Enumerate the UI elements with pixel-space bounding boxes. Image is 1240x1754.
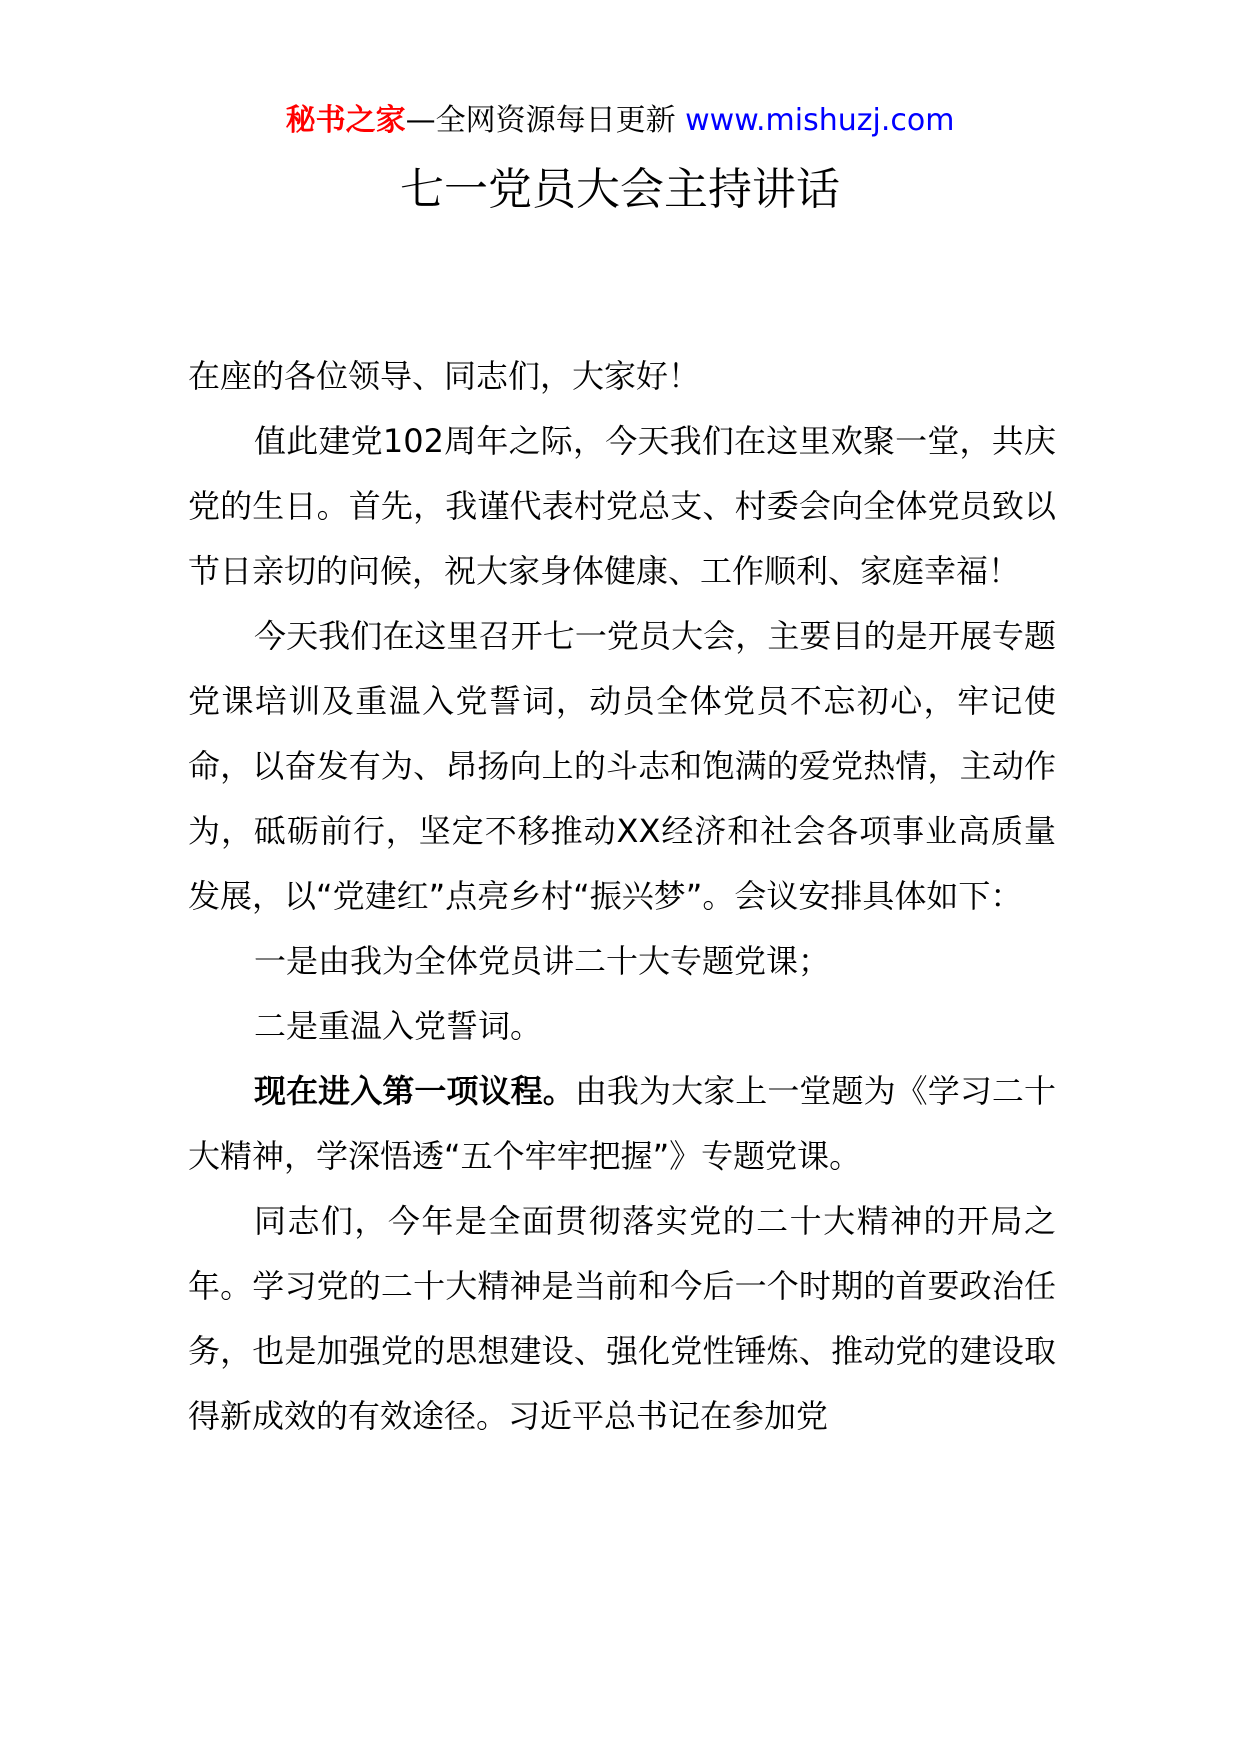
agenda-text: 由我为大家上一堂题为《学习二十大精神，学深悟透“五个牢牢把握”》专题党课。 — [188, 1072, 1056, 1175]
site-link[interactable]: www.mishuzj.com — [685, 103, 955, 138]
site-header — [0, 101, 1240, 141]
agenda-item-1: 一是由我为全体党员讲二十大专题党课； — [254, 942, 831, 980]
header-tagline: —全网资源每日更新 — [405, 103, 676, 138]
document-body — [188, 344, 1056, 1449]
purpose-paragraph: 今天我们在这里召开七一党员大会，主要目的是开展专题党课培训及重温入党誓词，动员全体党员不忘初心，牢记使命，以奋发有为、昂扬向上的斗志和饱满的爱党热情，主动作为，砥砺前行，坚定不移推动XX经济和社会各项事业高质量发展，以“党建红”点亮乡村“振兴梦”。会议安排具体如下： — [188, 617, 1056, 915]
document-title: 七一党员大会主持讲话 — [400, 164, 840, 215]
greeting-paragraph: 在座的各位领导、同志们，大家好！ — [188, 357, 701, 395]
first-agenda-paragraph — [188, 1059, 1056, 1189]
lesson-paragraph: 同志们，今年是全面贯彻落实党的二十大精神的开局之年。学习党的二十大精神是当前和今后一个时期的首要政治任务，也是加强党的思想建设、强化党性锤炼、推动党的建设取得新成效的有效途径。习近平总书记在参加党 — [188, 1202, 1056, 1435]
agenda-heading: 现在进入第一项议程。 — [254, 1072, 575, 1110]
agenda-item-2: 二是重温入党誓词。 — [254, 1007, 543, 1045]
brand-name: 秘书之家 — [285, 103, 406, 138]
opening-paragraph: 值此建党102周年之际，今天我们在这里欢聚一堂，共庆党的生日。首先，我谨代表村党总支、村委会向全体党员致以节日亲切的问候，祝大家身体健康、工作顺利、家庭幸福！ — [188, 422, 1056, 590]
